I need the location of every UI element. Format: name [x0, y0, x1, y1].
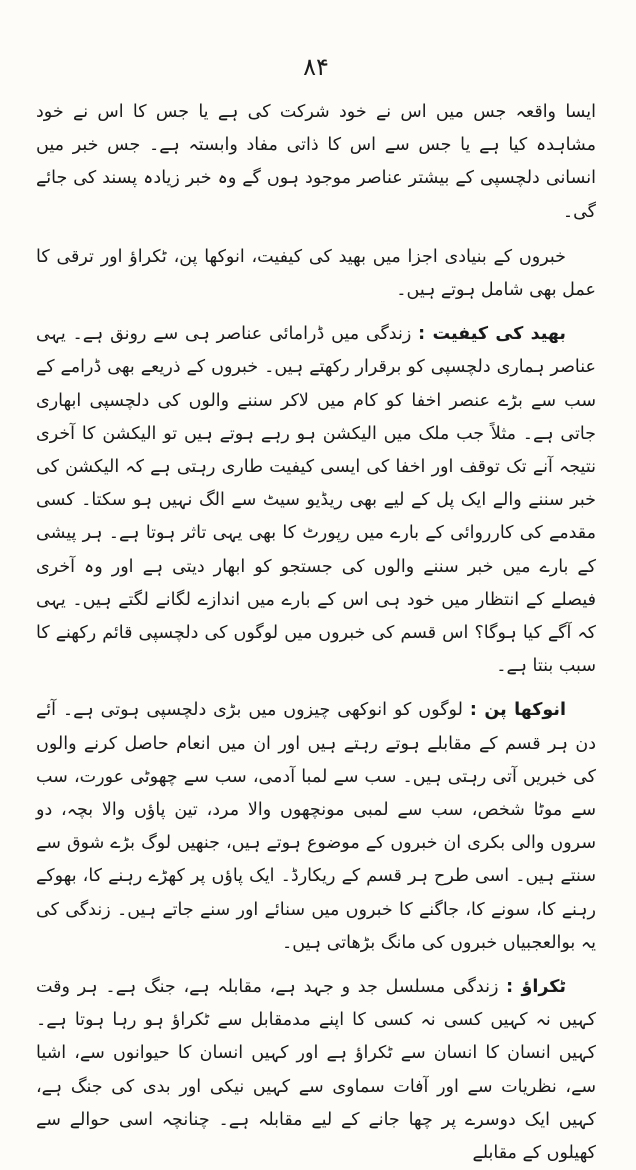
- paragraph-text: زندگی مسلسل جد و جہد ہے، مقابلہ ہے، جنگ ہے۔ ہر وقت کہیں نہ کہیں کسی نہ کسی کا اپنے مدمقابل سے ٹکراؤ ہو رہا ہوتا ہے۔ کہیں انسان کا انسان سے ٹکراؤ ہے اور کہیں انسان کا حیوانوں سے، اشیا سے، نظریات سے اور آفات سماوی سے کہیں نیکی اور بدی کی جنگ ہے، کہیں ایک دوسرے پر چھا جانے کے لیے مقابلہ ہے۔ چنانچہ اسی حوالے سے کھیلوں کے مقابلے: [36, 977, 596, 1164]
- section-heading: انوکھا پن :: [469, 700, 566, 721]
- paragraph-continuation: [36, 96, 596, 229]
- paragraph-text: زندگی میں ڈرامائی عناصر ہی سے رونق ہے۔ یہی عناصر ہماری دلچسپی کو برقرار رکھتے ہیں۔ خبروں کے ذریعے بھی ڈرامے کے سب سے بڑے عنصر اخفا کو کام میں لاکر سننے والوں کی دلچسپی ابھاری جاتی ہے۔ مثلاً جب ملک میں الیکشن ہو رہے ہوتے ہیں تو الیکشن کا آخری نتیجہ آنے تک توقف اور اخفا کی ایسی کیفیت طاری رہتی ہے کہ الیکشن کی خبر سننے والے ایک پل کے لیے بھی ریڈیو سیٹ سے الگ نہیں ہو سکتا۔ کسی مقدمے کی کارروائی کے بارے میں رپورٹ کا بھی یہی تاثر ہوتا ہے۔ ہر پیشی کے بارے میں خبر سننے والوں کی جستجو کو ابھار دیتی ہے اور وہ آخری فیصلے کے انتظار میں خود ہی اس کے بارے میں اندازے لگانے لگتے ہیں۔ یہی کہ آگے کیا ہوگا؟ اس قسم کی خبروں میں لوگوں کی دلچسپی قائم رکھنے کا سبب بنتا ہے۔: [36, 324, 596, 677]
- paragraph-text: خبروں کے بنیادی اجزا میں بھید کی کیفیت، انوکھا پن، ٹکراؤ اور ترقی کا عمل بھی شامل ہوتے ہیں۔: [36, 246, 596, 301]
- paragraph-suspense: [36, 318, 596, 683]
- paragraph-conflict: [36, 971, 596, 1170]
- page-number: ۸۴: [303, 53, 329, 81]
- paragraph-text: لوگوں کو انوکھی چیزوں میں بڑی دلچسپی ہوتی ہے۔ آئے دن ہر قسم کے مقابلے ہوتے رہتے ہیں اور ان میں انعام حاصل کرنے والوں کی خبریں آتی رہتی ہیں۔ سب سے لمبا آدمی، سب سے چھوٹی عورت، سب سے موٹا شخص، سب سے لمبی مونچھوں والا مرد، تین پاؤں والا بچہ، دو سروں والی بکری ان خبروں کے موضوع ہوتے ہیں، جنھیں لوگ بڑے شوق سے سنتے ہیں۔ اسی طرح ہر قسم کے ریکارڈ۔ ایک پاؤں پر کھڑے رہنے کا، بھوکے رہنے کا، سونے کا، جاگنے کا خبروں میں سنائے اور سنے جاتے ہیں۔ زندگی کی یہ بوالعجبیاں خبروں کی مانگ بڑھاتی ہیں۔: [36, 700, 596, 953]
- section-heading: بھید کی کیفیت :: [418, 324, 566, 345]
- body-text: [36, 96, 596, 1170]
- section-heading: ٹکراؤ :: [506, 977, 566, 998]
- paragraph-novelty: [36, 694, 596, 960]
- paragraph-text: ایسا واقعہ جس میں اس نے خود شرکت کی ہے یا جس کا اس نے خود مشاہدہ کیا ہے یا جس سے اس کا ذاتی مفاد وابستہ ہے۔ جس خبر میں انسانی دلچسپی کے بیشتر عناصر موجود ہوں گے وہ خبر زیادہ پسند کی جائے گی۔: [36, 102, 596, 222]
- paragraph-components: [36, 241, 596, 307]
